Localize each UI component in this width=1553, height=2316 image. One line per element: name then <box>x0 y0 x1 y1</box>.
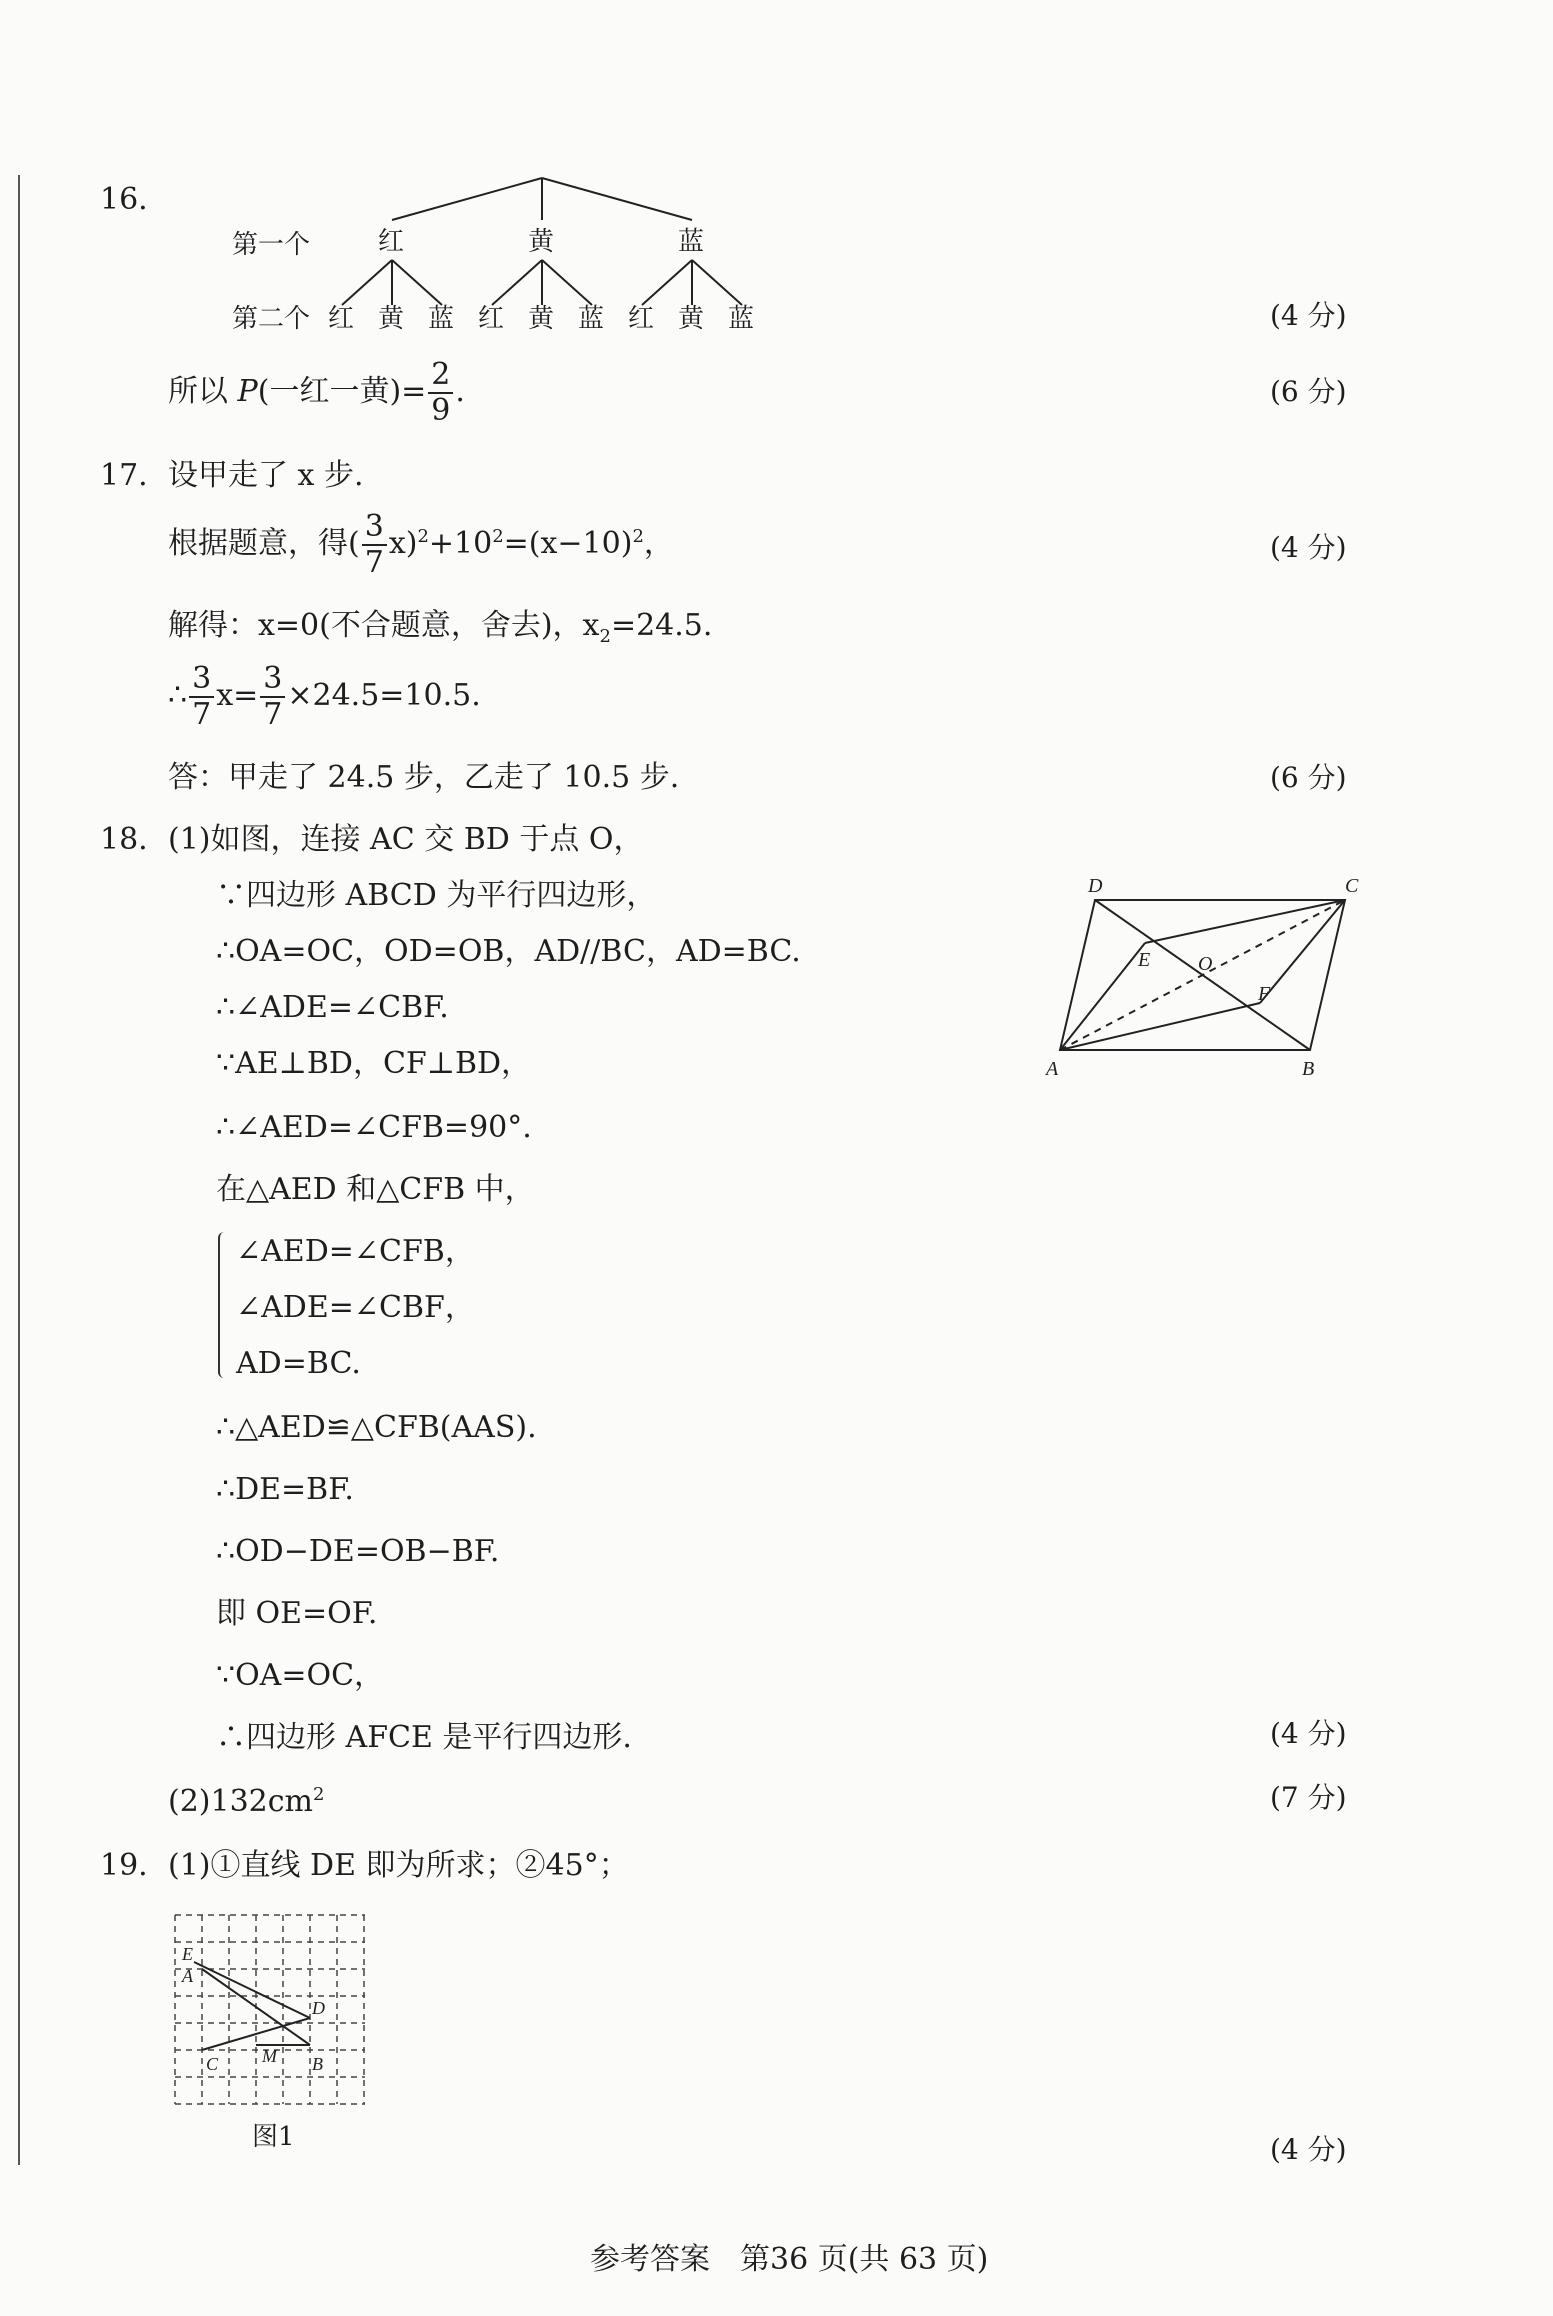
q19-figure-caption: 图1 <box>252 2122 295 2152</box>
q18-line: ∵OA=OC， <box>216 1658 385 1693</box>
tree-level2-label: 第二个 <box>232 304 311 334</box>
q18-line: ∴∠AED=∠CFB=90°. <box>216 1110 532 1145</box>
q19-line-1: (1)①直线 DE 即为所求；②45°； <box>168 1848 629 1883</box>
q17-score-2: (6 分) <box>1270 761 1347 794</box>
q18-score-2: (7 分) <box>1270 1781 1347 1814</box>
q18-line: ∴△AED≌△CFB(AAS). <box>216 1410 537 1445</box>
q17-line-1: 设甲走了 x 步. <box>168 458 364 493</box>
label-O: O <box>1198 953 1213 975</box>
q18-number: 18. <box>100 822 148 857</box>
q18-score-1: (4 分) <box>1270 1717 1347 1750</box>
label-D: D <box>1088 875 1103 897</box>
tree-node-level2: 黄 <box>678 304 705 334</box>
tree-node-level2: 黄 <box>528 304 555 334</box>
q17-line-2: 根据题意，得( $\frac{3}{7}$ $x)^2+10^2=(x-10)^2$， <box>168 509 674 580</box>
q17-answer: 答：甲走了 24.5 步，乙走了 10.5 步. <box>168 760 680 795</box>
q18-line: ∴∠ADE=∠CBF. <box>216 990 449 1025</box>
label-A: A <box>1046 1058 1059 1080</box>
q17-number: 17. <box>100 458 148 493</box>
q18-line: (1)如图，连接 AC 交 BD 于点 O， <box>168 822 644 857</box>
tree-node-level2: 红 <box>628 304 655 334</box>
page-footer: 参考答案 第36 页(共 63 页) <box>590 2242 989 2277</box>
margin-rule <box>18 175 20 2165</box>
tree-node-level2: 蓝 <box>578 304 605 334</box>
q16-score-1: (4 分) <box>1270 299 1347 332</box>
q19-score: (4 分) <box>1270 2133 1347 2166</box>
label-B: B <box>1302 1058 1315 1080</box>
q17-line-4: ∴ $\frac{3}{7}$ x= $\frac{3}{7}$ ×24.5=10.5. <box>168 661 481 732</box>
tree-node-level2: 黄 <box>378 304 405 334</box>
q18-part-2: $(2)132cm^2$ <box>168 1784 325 1819</box>
q17-score-1: (4 分) <box>1270 531 1347 564</box>
tree-node-level1: 黄 <box>528 227 555 257</box>
label-C: C <box>1345 875 1359 897</box>
label-E: E <box>1138 949 1151 971</box>
q18-line: ∴OA=OC，OD=OB，AD//BC，AD=BC. <box>216 934 801 969</box>
q18-line: 即 OE=OF. <box>216 1596 378 1631</box>
label-D: D <box>312 1998 325 2018</box>
system-brace <box>218 1232 224 1378</box>
q18-parallelogram-figure <box>1040 870 1380 1080</box>
label-E: E <box>182 1944 193 1964</box>
tree-node-level2: 红 <box>478 304 505 334</box>
q19-number: 19. <box>100 1848 148 1883</box>
q17-line-3: 解得：x=0(不合题意，舍去)，$x_2=24.5$. <box>168 608 713 647</box>
q18-line: ∴OD−DE=OB−BF. <box>216 1534 500 1569</box>
q16-probability: 所以 P(一红一黄)= $\frac{2}{9}$ . <box>168 357 465 428</box>
q16-number: 16. <box>100 182 148 217</box>
tree-node-level1: 红 <box>378 227 405 257</box>
tree-node-level2: 红 <box>328 304 355 334</box>
q18-line: ∴DE=BF. <box>216 1472 354 1507</box>
q18-line: ∠AED=∠CFB， <box>236 1234 475 1269</box>
q18-line: ∠ADE=∠CBF， <box>236 1290 475 1325</box>
q18-line: ∴四边形 AFCE 是平行四边形. <box>216 1720 632 1755</box>
tree-node-level2: 蓝 <box>428 304 455 334</box>
q19-grid-figure <box>170 1910 370 2110</box>
tree-node-level1: 蓝 <box>678 227 705 257</box>
tree-level1-label: 第一个 <box>232 230 311 260</box>
q18-line: AD=BC. <box>236 1346 361 1381</box>
label-M: M <box>262 2046 277 2066</box>
fraction: $\frac{2}{9}$ <box>428 358 453 428</box>
label-C: C <box>206 2054 219 2074</box>
tree-node-level2: 蓝 <box>728 304 755 334</box>
q16-score-2: (6 分) <box>1270 375 1347 408</box>
q18-line: ∵四边形 ABCD 为平行四边形， <box>216 878 657 913</box>
q18-line: 在△AED 和△CFB 中， <box>216 1172 535 1207</box>
label-B: B <box>312 2054 323 2074</box>
label-F: F <box>1258 983 1271 1005</box>
q18-line: ∵AE⊥BD，CF⊥BD， <box>216 1046 532 1081</box>
label-A: A <box>182 1966 193 1986</box>
